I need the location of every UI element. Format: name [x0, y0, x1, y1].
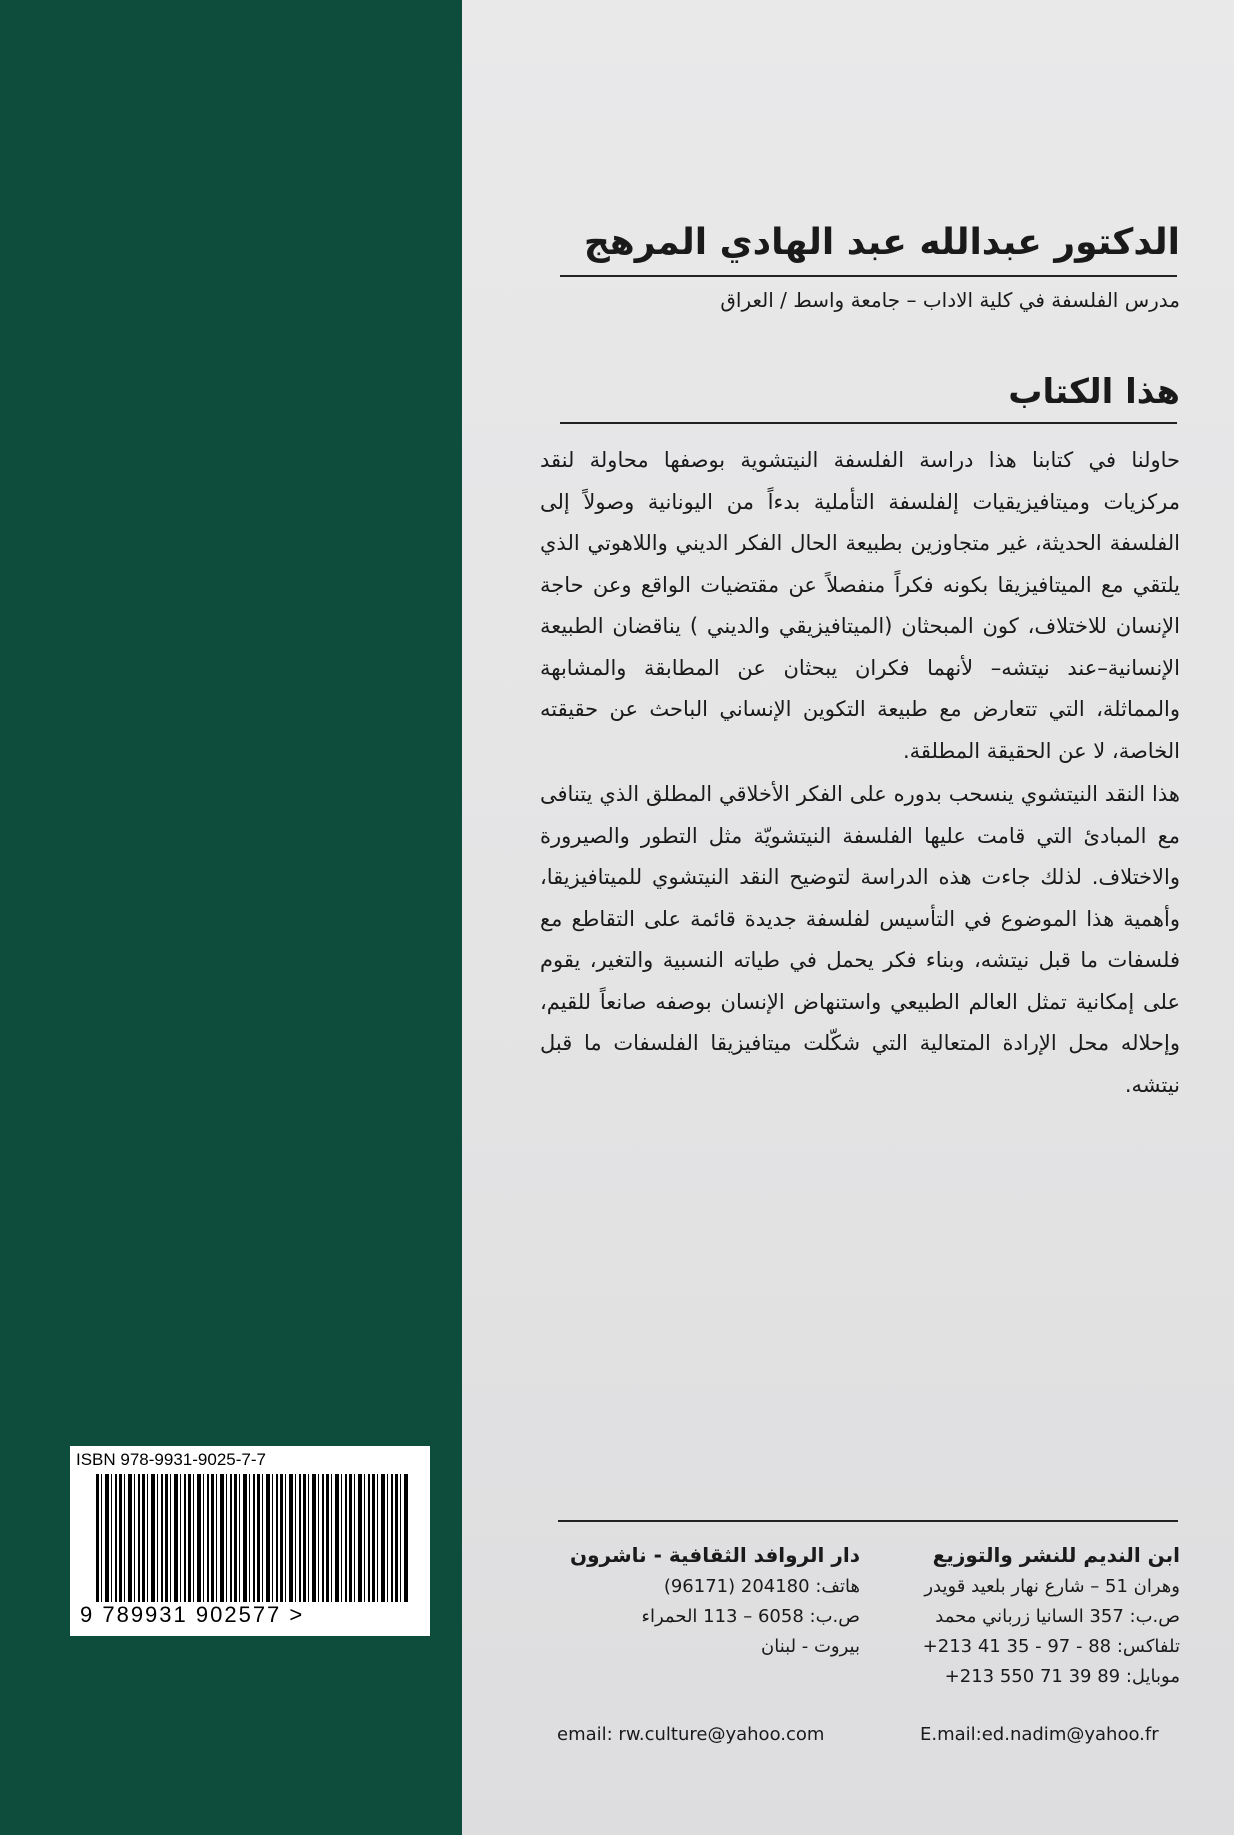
publisher-right-line: وهران 51 – شارع نهار بلعيد قويدر [924, 1576, 1180, 1597]
publisher-left-email: email: rw.culture@yahoo.com [557, 1724, 825, 1745]
publisher-left [550, 1540, 860, 1662]
author-name: الدكتور عبدالله عبد الهادي المرهج [583, 222, 1180, 263]
about-title-underline [560, 422, 1177, 424]
publisher-right-line: تلفاكس: 88 - 97 - 35 41 213+ [922, 1636, 1180, 1657]
isbn-barcode [70, 1446, 430, 1636]
about-title: هذا الكتاب [1008, 372, 1180, 412]
isbn-label: ISBN 978-9931-9025-7-7 [76, 1450, 266, 1469]
barcode-bars [96, 1474, 408, 1602]
publisher-right-line: ص.ب: 357 السانيا زرباني محمد [935, 1606, 1180, 1627]
publisher-right-email: E.mail:ed.nadim@yahoo.fr [920, 1724, 1159, 1745]
publisher-left-line: بيروت - لبنان [761, 1636, 860, 1657]
publisher-left-name: دار الروافد الثقافية - ناشرون [570, 1543, 860, 1567]
publisher-divider [558, 1520, 1178, 1522]
author-divider [560, 275, 1177, 277]
publisher-left-line: هاتف: 204180 (96171) [663, 1576, 860, 1597]
about-paragraph-1: حاولنا في كتابنا هذا دراسة الفلسفة النيتشوية بوصفها محاولة لنقد مركزيات وميتافيزيقيات إلفلسفة التأملية بدءاً من اليونانية وصولاً إلى الفلسفة الحديثة، غير متجاوزين بطبيعة الحال الفكر الديني واللاهوتي الذي يلتقي مع الميتافيزيقا بكونه فكراً منفصلاً عن مقتضيات الواقع وعن حاجة الإنسان للاختلاف، كون المبحثان (الميتافيزيقي والديني ) يناقضان الطبيعة الإنسانية–عند نيتشه– لأنهما فكران يبحثان عن المطابقة والمشابهة والمماثلة، التي تتعارض مع طبيعة التكوين الإنساني الباحث عن حقيقته الخاصة، لا عن الحقيقة المطلقة. [540, 448, 1180, 763]
publisher-left-line: ص.ب: 6058 – 113 الحمراء [641, 1606, 860, 1627]
publisher-right-name: ابن النديم للنشر والتوزيع [932, 1543, 1180, 1567]
about-paragraph-2: هذا النقد النيتشوي ينسحب بدوره على الفكر الأخلاقي المطلق الذي يتنافى مع المبادئ التي قامت عليها الفلسفة النيتشويّة مثل التطور والصيرورة والاختلاف. لذلك جاءت هذه الدراسة لتوضيح النقد النيتشوي للميتافيزيقا، وأهمية هذا الموضوع في التأسيس لفلسفة جديدة قائمة على التقاطع مع فلسفات ما قبل نيتشه، وبناء فكر يحمل في طياته النسبية والتغير، يقوم على إمكانية تمثل العالم الطبيعي واستنهاض الإنسان بوصفه صانعاً للقيم، وإحلاله محل الإرادة المتعالية التي شكّلت ميتافيزيقا الفلسفات ما قبل نيتشه. [540, 782, 1180, 1097]
publisher-right-line: موبايل: 89 39 71 550 213+ [944, 1666, 1180, 1687]
author-affiliation: مدرس الفلسفة في كلية الاداب – جامعة واسط / العراق [720, 288, 1180, 312]
about-text [540, 440, 1180, 1106]
publisher-right [890, 1540, 1180, 1692]
barcode-digits: 9 789931 902577 > [80, 1602, 305, 1627]
